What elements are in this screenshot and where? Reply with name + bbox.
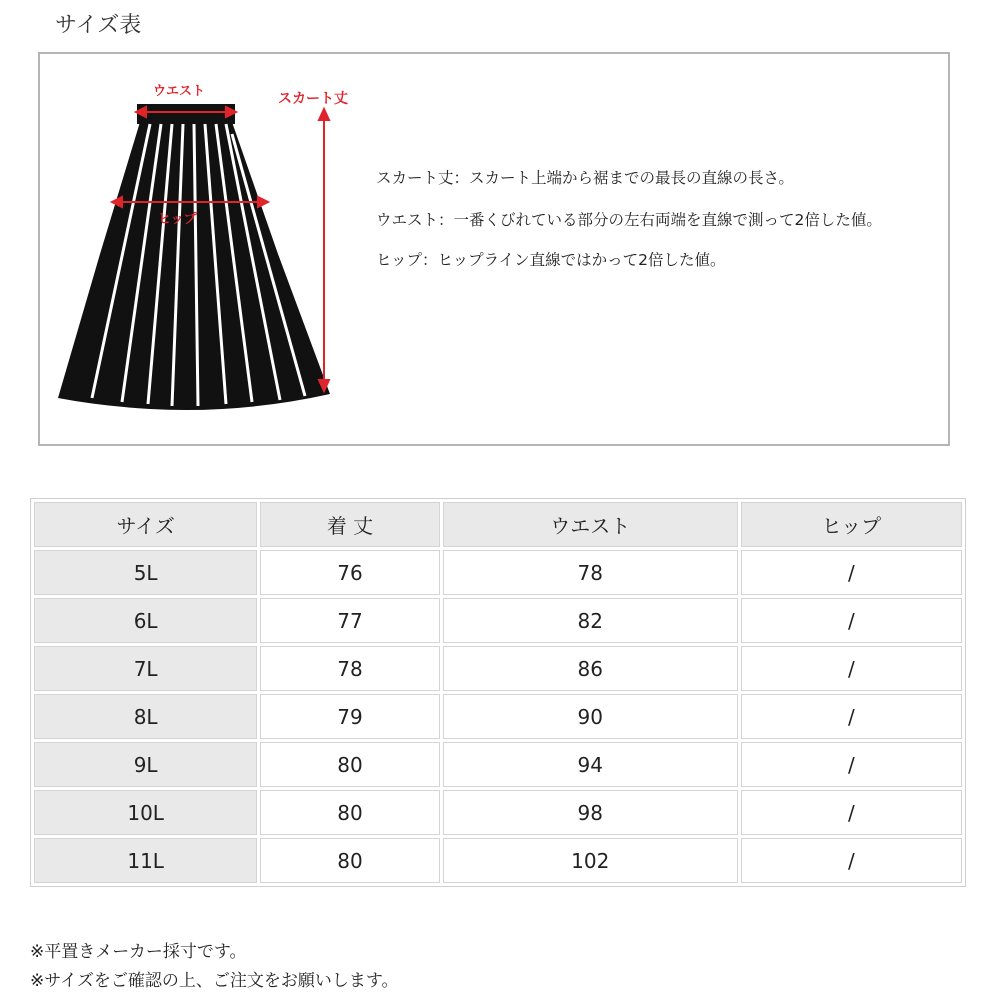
table-row [34,646,962,691]
hip-cell: / [741,694,962,739]
size-cell: 8L [34,694,257,739]
size-table [30,498,966,887]
hip-cell: / [741,742,962,787]
hip-label: ヒップ [158,212,197,227]
waist-cell: 78 [443,550,738,595]
skirt-waistband [137,104,235,124]
hip-cell: / [741,838,962,883]
length-cell: 80 [260,742,439,787]
length-arrow [319,109,329,391]
size-cell: 10L [34,790,257,835]
hip-cell: / [741,598,962,643]
description-hip: ヒップ：ヒップライン直線ではかって2倍した値。 [376,251,726,269]
size-cell: 9L [34,742,257,787]
header-length: 着 丈 [260,502,439,547]
length-cell: 79 [260,694,439,739]
table-row [34,550,962,595]
waist-cell: 86 [443,646,738,691]
description-waist: ウエスト：一番くびれている部分の左右両端を直線で測って2倍した値。 [376,211,882,229]
header-size: サイズ [34,502,257,547]
skirt-length-label: スカート丈 [278,91,348,107]
hip-cell: / [741,646,962,691]
table-row [34,598,962,643]
hip-cell: / [741,550,962,595]
waist-cell: 90 [443,694,738,739]
length-cell: 76 [260,550,439,595]
size-cell: 6L [34,598,257,643]
length-cell: 80 [260,790,439,835]
table-row [34,838,962,883]
length-cell: 78 [260,646,439,691]
size-cell: 11L [34,838,257,883]
header-hip: ヒップ [741,502,962,547]
hip-cell: / [741,790,962,835]
size-cell: 7L [34,646,257,691]
description-skirt-length: スカート丈：スカート上端から裾までの最長の直線の長さ。 [376,169,794,187]
note-measurement: ※平置きメーカー採寸です。 [30,942,247,962]
table-row [34,742,962,787]
length-cell: 77 [260,598,439,643]
skirt-diagram-box [38,52,950,446]
table-row [34,790,962,835]
waist-cell: 82 [443,598,738,643]
note-confirm-size: ※サイズをご確認の上、ご注文をお願いします。 [30,971,399,991]
table-header-row [34,502,962,547]
size-cell: 5L [34,550,257,595]
header-waist: ウエスト [443,502,738,547]
waist-cell: 98 [443,790,738,835]
waist-label: ウエスト [153,84,206,99]
waist-cell: 102 [443,838,738,883]
page-title: サイズ表 [55,13,142,38]
table-row [34,694,962,739]
length-cell: 80 [260,838,439,883]
waist-cell: 94 [443,742,738,787]
